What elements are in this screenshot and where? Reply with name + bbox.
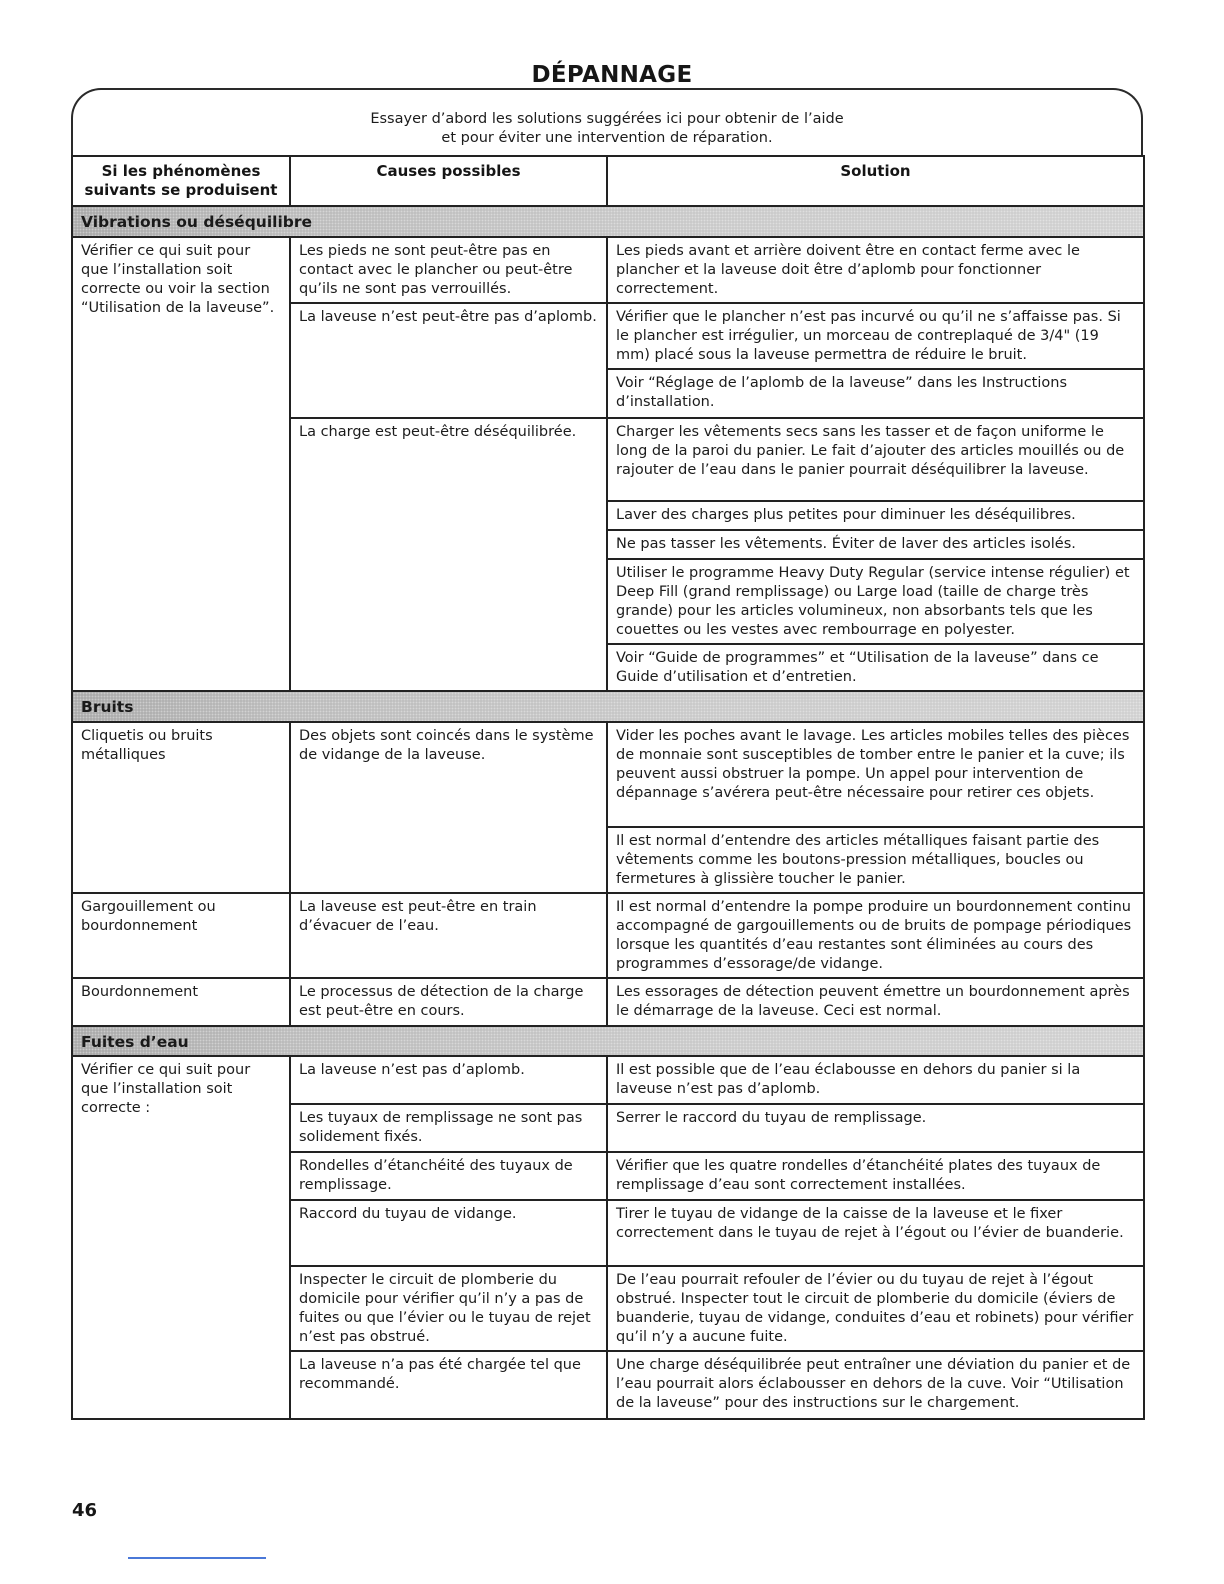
intro-line: Essayer d’abord les solutions suggérées ici pour obtenir de l’aide — [370, 111, 844, 127]
solution-cell: Serrer le raccord du tuyau de remplissage. — [607, 1104, 1144, 1152]
cause-cell: La laveuse n’est pas d’aplomb. — [290, 1056, 607, 1104]
solution-cell: Vérifier que les quatre rondelles d’étanchéité plates des tuyaux de remplissage d’eau sont correctement installées. — [607, 1152, 1144, 1200]
table-row — [72, 237, 1144, 303]
solution-cell: Les essorages de détection peuvent émettre un bourdonnement après le démarrage de la laveuse. Ceci est normal. — [607, 978, 1144, 1026]
symptom-cell: Gargouillement ou bourdonnement — [72, 893, 290, 978]
solution-cell: Ne pas tasser les vêtements. Éviter de laver des articles isolés. — [607, 530, 1144, 559]
table-row — [72, 1056, 1144, 1104]
table-row — [72, 893, 1144, 978]
blue-underline-mark — [128, 1557, 266, 1559]
solution-cell: Une charge déséquilibrée peut entraîner une déviation du panier et de l’eau pourrait alors éclabousser en dehors de la cuve. Voir “Utilisation de la laveuse” pour des instructions sur le chargement. — [607, 1351, 1144, 1419]
solution-cell: De l’eau pourrait refouler de l’évier ou du tuyau de rejet à l’égout obstrué. Inspecter tout le circuit de plomberie du domicile (éviers de buanderie, tuyau de vidange, conduites d’eau et robinets) pour vérifier qu’il n’y a aucune fuite. — [607, 1266, 1144, 1351]
solution-cell: Il est normal d’entendre des articles métalliques faisant partie des vêtements comme les boutons-pression métalliques, boucles ou fermetures à glissière toucher le panier. — [607, 827, 1144, 893]
table-row — [72, 722, 1144, 827]
troubleshooting-table — [71, 155, 1145, 1420]
section-header-fuites: Fuites d’eau — [72, 1026, 1144, 1056]
header-symptom — [72, 156, 290, 206]
solution-cell: Tirer le tuyau de vidange de la caisse de la laveuse et le fixer correctement dans le tuyau de rejet à l’égout ou l’évier de buanderie. — [607, 1200, 1144, 1266]
section-row — [72, 1026, 1144, 1056]
symptom-cell: Bourdonnement — [72, 978, 290, 1026]
cause-cell: Des objets sont coincés dans le système de vidange de la laveuse. — [290, 722, 607, 893]
symptom-cell: Vérifier ce qui suit pour que l’installation soit correcte : — [72, 1056, 290, 1419]
symptom-cell: Cliquetis ou bruits métalliques — [72, 722, 290, 893]
solution-cell: Utiliser le programme Heavy Duty Regular (service intense régulier) et Deep Fill (grand remplissage) ou Large load (taille de charge très grande) pour les articles volumineux, non absorbants tels que les couettes ou les vestes avec rembourrage en polyester. — [607, 559, 1144, 644]
section-header-bruits: Bruits — [72, 691, 1144, 722]
header-row — [72, 156, 1144, 206]
cause-cell: Les pieds ne sont peut-être pas en contact avec le plancher ou peut-être qu’ils ne sont pas verrouillés. — [290, 237, 607, 303]
solution-cell: Voir “Réglage de l’aplomb de la laveuse” dans les Instructions d’installation. — [607, 369, 1144, 418]
solution-cell: Vérifier que le plancher n’est pas incurvé ou qu’il ne s’affaisse pas. Si le plancher est irrégulier, un morceau de contreplaqué de 3/4" (19 mm) placé sous la laveuse permettra de réduire le bruit. — [607, 303, 1144, 369]
cause-cell: Le processus de détection de la charge est peut-être en cours. — [290, 978, 607, 1026]
cause-cell: Raccord du tuyau de vidange. — [290, 1200, 607, 1266]
cause-cell: Les tuyaux de remplissage ne sont pas solidement fixés. — [290, 1104, 607, 1152]
header-symptom-line: Si les phénomènes — [101, 162, 261, 180]
cause-cell: La laveuse est peut-être en train d’évacuer de l’eau. — [290, 893, 607, 978]
page-title: DÉPANNAGE — [531, 62, 693, 88]
solution-cell: Il est normal d’entendre la pompe produire un bourdonnement continu accompagné de gargouillements ou de bruits de pompage périodiques lorsque les quantités d’eau restantes sont éliminées au cours des programmes d’essorage/de vidange. — [607, 893, 1144, 978]
solution-cell: Voir “Guide de programmes” et “Utilisation de la laveuse” dans ce Guide d’utilisation et d’entretien. — [607, 644, 1144, 691]
section-header-vibrations: Vibrations ou déséquilibre — [72, 206, 1144, 237]
solution-cell: Il est possible que de l’eau éclabousse en dehors du panier si la laveuse n’est pas d’aplomb. — [607, 1056, 1144, 1104]
header-solution: Solution — [607, 156, 1144, 206]
header-causes: Causes possibles — [290, 156, 607, 206]
solution-cell: Charger les vêtements secs sans les tasser et de façon uniforme le long de la paroi du panier. Le fait d’ajouter des articles mouillés ou de rajouter de l’eau dans le panier pourrait déséquilibrer la laveuse. — [607, 418, 1144, 501]
section-row — [72, 206, 1144, 237]
section-row — [72, 691, 1144, 722]
header-symptom-line: suivants se produisent — [84, 181, 278, 199]
cause-cell: La charge est peut-être déséquilibrée. — [290, 418, 607, 691]
symptom-cell: Vérifier ce qui suit pour que l’installation soit correcte ou voir la section “Utilisation de la laveuse”. — [72, 237, 290, 691]
solution-cell: Laver des charges plus petites pour diminuer les déséquilibres. — [607, 501, 1144, 530]
cause-cell: Inspecter le circuit de plomberie du domicile pour vérifier qu’il n’y a pas de fuites ou que l’évier ou le tuyau de rejet n’est pas obstrué. — [290, 1266, 607, 1351]
cause-cell: La laveuse n’a pas été chargée tel que recommandé. — [290, 1351, 607, 1419]
page-number: 46 — [72, 1500, 98, 1521]
solution-cell: Vider les poches avant le lavage. Les articles mobiles telles des pièces de monnaie sont susceptibles de tomber entre le panier et la cuve; ils peuvent aussi obstruer la pompe. Un appel pour intervention de dépannage s’avérera peut-être nécessaire pour retirer ces objets. — [607, 722, 1144, 827]
intro-box — [71, 88, 1143, 156]
table-row — [72, 978, 1144, 1026]
cause-cell: La laveuse n’est peut-être pas d’aplomb. — [290, 303, 607, 418]
cause-cell: Rondelles d’étanchéité des tuyaux de remplissage. — [290, 1152, 607, 1200]
solution-cell: Les pieds avant et arrière doivent être en contact ferme avec le plancher et la laveuse doit être d’aplomb pour fonctionner correctement. — [607, 237, 1144, 303]
intro-line: et pour éviter une intervention de réparation. — [441, 130, 773, 146]
